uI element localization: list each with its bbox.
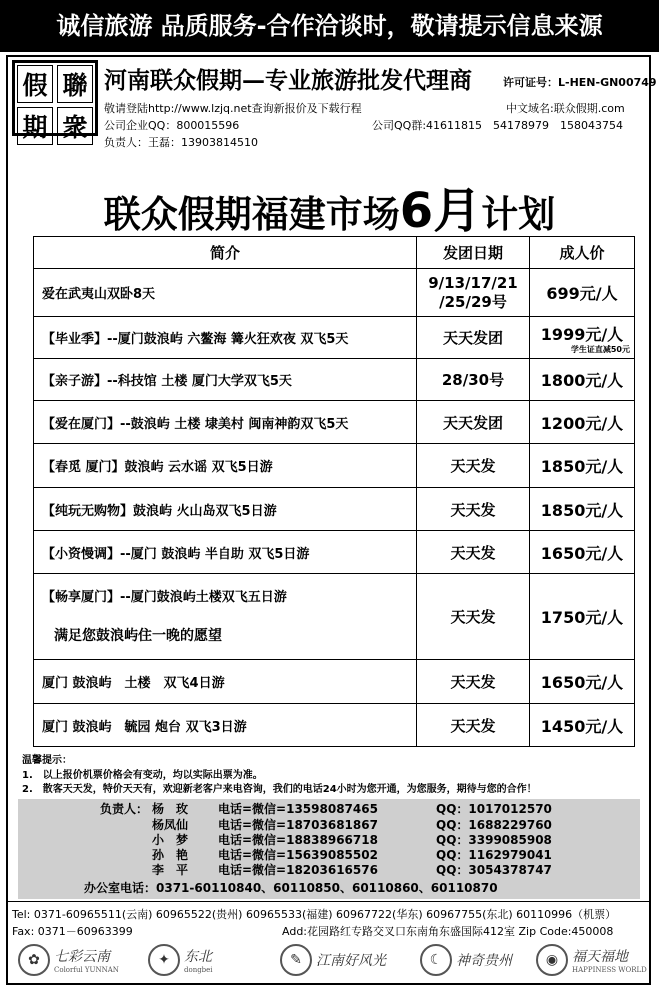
table-row [34,401,635,444]
partner-sub: Colorful YUNNAN [54,966,119,974]
contact-phone[interactable]: 电话=微信=15639085502 [218,848,378,862]
contact-phone[interactable]: 电话=微信=13598087465 [218,802,378,816]
bird-icon: ✦ [148,944,180,976]
row-desc [34,574,417,660]
contact-role: 负责人： [99,802,148,816]
office-phone[interactable]: 办公室电话：0371-60110840、60110850、60110860、60110870 [84,881,498,895]
contact-row [18,848,638,862]
title-prefix: 联众假期福建市场 [103,193,400,236]
row-desc: 厦门 鼓浪屿 土楼 双飞4日游 [34,660,417,704]
contact-qq[interactable]: QQ：3399085908 [436,833,552,847]
partner-logo [420,940,512,980]
brush-icon: ✎ [280,944,312,976]
table-row [34,488,635,531]
row-price: 1200元/人 [530,401,635,444]
contact-phone[interactable]: 电话=微信=18203616576 [218,863,378,877]
partner-name: 七彩云南 Colorful YUNNAN [54,949,119,974]
globe-icon: ◉ [536,944,568,976]
contact-row [18,833,638,847]
contact-qq[interactable]: QQ：3054378747 [436,863,552,877]
moon-icon: ☾ [420,944,452,976]
company-logo [12,60,98,142]
partner-logo [280,940,386,980]
row-price: 1850元/人 [530,444,635,488]
row-price: 1650元/人 [530,531,635,574]
logo-char: 聯 [57,65,93,103]
price-value: 1999元/人 [540,324,624,344]
partner-name: 福天福地 HAPPINESS WORLD [572,949,647,974]
row-price: 1800元/人 [530,359,635,401]
contact-phone[interactable]: 电话=微信=18838966718 [218,833,378,847]
enterprise-qq: 公司企业QQ：800015596 [104,119,240,132]
table-row [34,269,635,317]
contact-phone[interactable]: 电话=微信=18703681867 [218,818,378,832]
tips-line-2: 2. 散客天天发，特价天天有，欢迎新老客户来电咨询，我们的电话24小时为您开通，为您服务，期待与您的合作！ [22,784,537,795]
flower-icon: ✿ [18,944,50,976]
contact-row [18,818,638,832]
table-row [34,317,635,359]
row-price [530,317,635,359]
top-banner: 诚信旅游 品质服务-合作洽谈时，敬请提示信息来源 [0,0,659,52]
domain-line: 中文域名:联众假期.com [506,102,625,115]
row-desc-line-2: 满足您鼓浪屿住一晚的愿望 [54,627,222,644]
row-price: 1650元/人 [530,660,635,704]
row-desc: 【春觅 厦门】鼓浪屿 云水谣 双飞5日游 [34,444,417,488]
row-date: 天天发 [417,704,530,747]
header-price: 成人价 [530,237,635,269]
tips-title: 温馨提示： [22,755,72,766]
table-row [34,660,635,704]
partner-logo [536,940,647,980]
logo-char: 假 [17,65,53,103]
logo-char: 衆 [57,107,93,145]
row-desc: 【小资慢调】--厦门 鼓浪屿 半自助 双飞5日游 [34,531,417,574]
row-desc: 爱在武夷山双卧8天 [34,269,417,317]
contact-row [18,802,638,816]
row-date: 天天发 [417,531,530,574]
partner-name: 江南好风光 [316,953,386,969]
contact-row [18,863,638,877]
partner-sub: HAPPINESS WORLD [572,966,647,974]
partner-name: 东北 dongbei [184,949,213,974]
header-desc: 简介 [34,237,417,269]
row-price: 1850元/人 [530,488,635,531]
contact-qq[interactable]: QQ：1688229760 [436,818,552,832]
row-date: 28/30号 [417,359,530,401]
contact-qq[interactable]: QQ：1017012570 [436,802,552,816]
contact-name: 孙 艳 [152,848,189,862]
row-date: 9/13/17/21 /25/29号 [417,269,530,317]
table-row [34,704,635,747]
contact-name: 杨 玫 [152,802,189,816]
row-date: 天天发 [417,488,530,531]
contact-qq[interactable]: QQ：1162979041 [436,848,552,862]
footer-divider [6,901,651,902]
row-desc: 厦门 鼓浪屿 毓园 炮台 双飞3日游 [34,704,417,747]
header-date: 发团日期 [417,237,530,269]
row-desc: 【爱在厦门】--鼓浪屿 土楼 埭美村 闽南神韵双飞5天 [34,401,417,444]
row-desc: 【亲子游】--科技馆 土楼 厦门大学双飞5天 [34,359,417,401]
footer-fax: Fax: 0371－60963399 [12,925,133,938]
row-date: 天天发 [417,660,530,704]
row-price: 1750元/人 [530,574,635,660]
price-note: 学生证直减50元 [570,344,630,354]
manager-line: 负责人：王磊：13903814510 [104,136,258,149]
company-title: 河南联众假期—专业旅游批发代理商 [104,67,472,94]
tips-line-1: 1. 以上报价机票价格会有变动，均以实际出票为准。 [22,770,263,781]
group-qq: 公司QQ群:41611815 54178979 158043754 [372,119,623,132]
title-month: 6月 [399,183,482,239]
tour-price-table [33,236,635,747]
partner-logo [148,940,213,980]
row-date: 天天发 [417,574,530,660]
license-number: 许可证号：L-HEN-GN00749 [503,76,657,89]
logo-char: 期 [17,107,53,145]
row-date: 天天发团 [417,401,530,444]
row-price: 1450元/人 [530,704,635,747]
footer-address: Add:花园路红专路交叉口东南角东盛国际412室 Zip Code:450008 [282,925,614,938]
contact-name: 小 梦 [152,833,189,847]
row-date: 天天发团 [417,317,530,359]
row-date: 天天发 [417,444,530,488]
row-desc: 【纯玩无购物】鼓浪屿 火山岛双飞5日游 [34,488,417,531]
title-suffix: 计划 [481,193,556,236]
table-header-row [34,237,635,269]
row-price: 699元/人 [530,269,635,317]
footer-tel: Tel: 0371-60965511(云南) 60965522(贵州) 60965533(福建) 60967722(华东) 60967755(东北) 60110996（机票） [12,908,617,921]
row-desc: 【毕业季】--厦门鼓浪屿 六鳌海 篝火狂欢夜 双飞5天 [34,317,417,359]
table-row [34,574,635,660]
contact-name: 杨凤仙 [152,818,189,832]
table-row [34,444,635,488]
website-line[interactable]: 敬请登陆http://www.lzjq.net查询新报价及下载行程 [104,102,362,115]
page-title [0,172,659,241]
partner-name: 神奇贵州 [456,953,512,969]
table-row [34,359,635,401]
partner-sub: dongbei [184,966,213,974]
table-row [34,531,635,574]
contact-panel [18,799,640,899]
row-desc-line: 【畅享厦门】--厦门鼓浪屿土楼双飞五日游 [42,589,287,605]
partner-logo [18,940,119,980]
contact-name: 李 平 [152,863,189,877]
